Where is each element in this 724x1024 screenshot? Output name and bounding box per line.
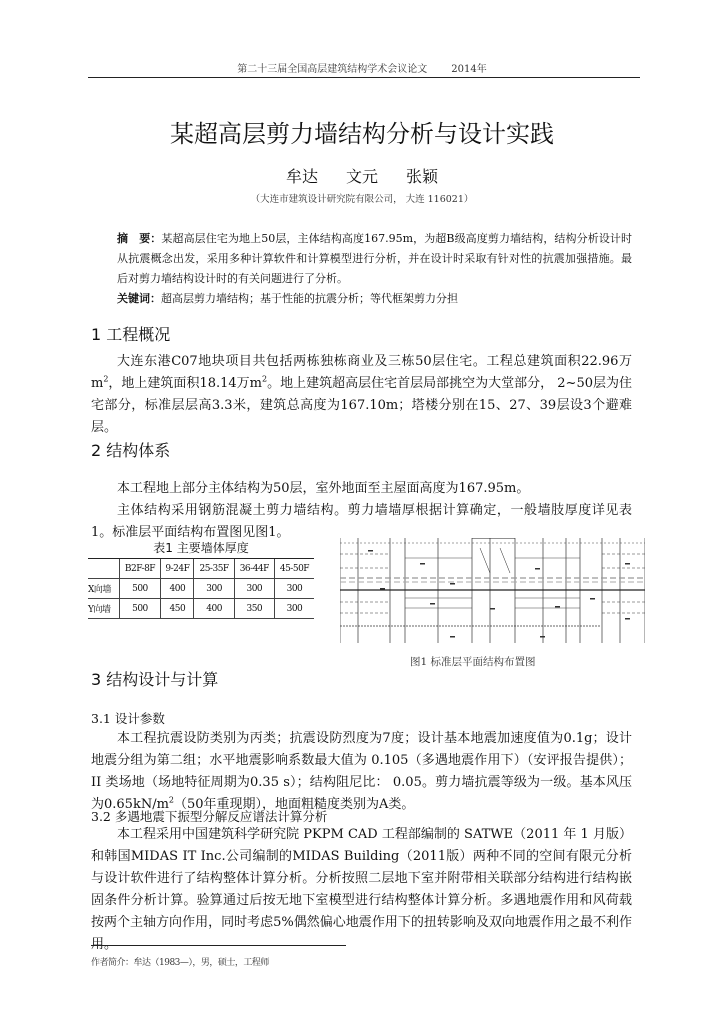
- cell: 450: [161, 599, 194, 619]
- conference-name: 第二十三届全国高层建筑结构学术会议论文: [237, 64, 428, 75]
- row-label: X向墙: [88, 579, 119, 599]
- paragraph: 本工程地上部分主体结构为50层，室外地面至主屋面高度为167.95m。: [117, 481, 530, 496]
- plan-label-mark: [625, 618, 630, 620]
- table-row: [88, 599, 314, 619]
- text: 大连东港C07地块项目共包括两栋独栋商业及三栋50层住宅。工程总建筑面积22.96万m: [91, 354, 632, 391]
- conference-year: 2014年: [451, 64, 487, 75]
- section-heading-3: 3 结构设计与计算: [91, 670, 219, 689]
- section-3-1-body: [91, 728, 632, 816]
- paragraph: 主体结构采用钢筋混凝土剪力墙结构。剪力墙墙厚根据计算确定，一般墙肢厚度详见表1。标准层平面结构布置图见图1。: [91, 503, 632, 540]
- cell: 400: [194, 599, 234, 619]
- row-label: Y向墙: [88, 599, 119, 619]
- plan-label-mark: [540, 636, 545, 638]
- text: 本工程抗震设防类别为丙类；抗震设防烈度为7度；设计基本地震加速度值为0.1g；设计地震分组为第二组；水平地震影响系数最大值为 0.105（多遇地震作用下）（安评报告提供）；II 类场地（场地特征周期为0.35 s）；结构阻尼比： 0.05。剪力墙抗震等级为一级。基本风压为0.65kN/m: [91, 731, 632, 812]
- header-cell: 25-35F: [194, 559, 234, 579]
- running-header: [0, 60, 724, 75]
- authors: [0, 164, 724, 187]
- keywords: [117, 289, 632, 309]
- section-3-2-body: [91, 824, 632, 956]
- text: 。地上建筑超高层住宅首层局部挑空为大堂部分， 2~50层为住宅部分，标准层层高3.3米，建筑总高度为167.10m；塔楼分别在15、27、39层设3个避难层。: [91, 376, 633, 435]
- plan-label-mark: [450, 636, 455, 638]
- cell: 300: [274, 579, 314, 599]
- abstract: [117, 229, 632, 289]
- header-cell: 45-50F: [274, 559, 314, 579]
- header-rule: [88, 77, 640, 78]
- table-header-row: [88, 559, 314, 579]
- cell: 500: [119, 599, 161, 619]
- superscript: 2: [103, 374, 109, 384]
- abstract-label: 摘 要：: [117, 232, 162, 245]
- abstract-text: 某超高层住宅为地上50层，主体结构高度167.95m，为超B级高度剪力墙结构，结构分析设计时从抗震概念出发，采用多种计算软件和计算模型进行分析，并在设计时采取有针对性的抗震加强措施。最后对剪力墙结构设计时的有关问题进行了分析。: [117, 232, 633, 285]
- plan-line: [500, 548, 510, 573]
- keywords-text: 超高层剪力墙结构；基于性能的抗震分析；等代框架剪力分担: [161, 292, 458, 305]
- wall-thickness-table: [88, 558, 314, 619]
- table-row: [88, 579, 314, 599]
- subsection-heading-3-2: 3.2 多遇地震下振型分解反应谱法计算分析: [91, 809, 328, 824]
- affiliation: （大连市建筑设计研究院有限公司， 大连 116021）: [250, 194, 474, 205]
- cell: 300: [234, 579, 274, 599]
- cell: 400: [161, 579, 194, 599]
- footnote-rule: [91, 945, 346, 946]
- author: 文元: [345, 167, 378, 186]
- plan-label-mark: [430, 603, 435, 605]
- footnote: 作者简介：牟达（1983—），男，硕士，工程师: [91, 958, 269, 968]
- author: 牟达: [285, 167, 318, 186]
- plan-label-mark: [420, 563, 425, 565]
- plan-label-mark: [625, 563, 630, 565]
- header-cell: 9-24F: [161, 559, 194, 579]
- section-heading-1: 1 工程概况: [91, 325, 171, 344]
- header-cell: [88, 559, 119, 579]
- plan-label-mark: [535, 568, 540, 570]
- floor-plan-figure: [340, 538, 645, 646]
- cell: 300: [274, 599, 314, 619]
- plan-label-mark: [380, 588, 385, 590]
- figure-caption: 图1 标准层平面结构布置图: [410, 656, 536, 668]
- plan-line: [480, 548, 490, 573]
- author: 张颖: [406, 167, 439, 186]
- plan-label-mark: [555, 606, 560, 608]
- superscript: 2: [262, 374, 268, 384]
- keywords-label: 关键词：: [117, 292, 161, 305]
- plan-label-mark: [368, 550, 373, 552]
- plan-label-mark: [490, 608, 495, 610]
- plan-label-mark: [590, 598, 595, 600]
- text: （50年重现期），地面粗糙度类别为A类。: [174, 797, 415, 812]
- header-cell: B2F-8F: [119, 559, 161, 579]
- plan-label-mark: [450, 583, 455, 585]
- section-1-body: [91, 351, 632, 439]
- cell: 300: [194, 579, 234, 599]
- paragraph: 本工程采用中国建筑科学研究院 PKPM CAD 工程部编制的 SATWE（2011 年 1 月版）和韩国MIDAS IT Inc.公司编制的MIDAS Building（2011版）两种不同的空间有限元分析与设计软件进行了结构整体计算分析。分析按照二层地下室并附带相关联部分结构进行结构嵌固条件分析计算。验算通过后按无地下室模型进行结构整体计算分析。多遇地震作用和风荷载按两个主轴方向作用，同时考虑5%偶然偏心地震作用下的扭转影响及双向地震作用之最不利作用。: [91, 827, 632, 952]
- paper-title: 某超高层剪力墙结构分析与设计实践: [170, 120, 554, 148]
- table-caption: 表1 主要墙体厚度: [153, 541, 249, 555]
- text: ，地上建筑面积18.14万m: [108, 376, 262, 391]
- cell: 500: [119, 579, 161, 599]
- superscript: 2: [168, 795, 174, 805]
- header-cell: 36-44F: [234, 559, 274, 579]
- subsection-heading-3-1: 3.1 设计参数: [91, 711, 165, 726]
- section-heading-2: 2 结构体系: [91, 441, 171, 460]
- cell: 350: [234, 599, 274, 619]
- section-2-body: [91, 478, 632, 544]
